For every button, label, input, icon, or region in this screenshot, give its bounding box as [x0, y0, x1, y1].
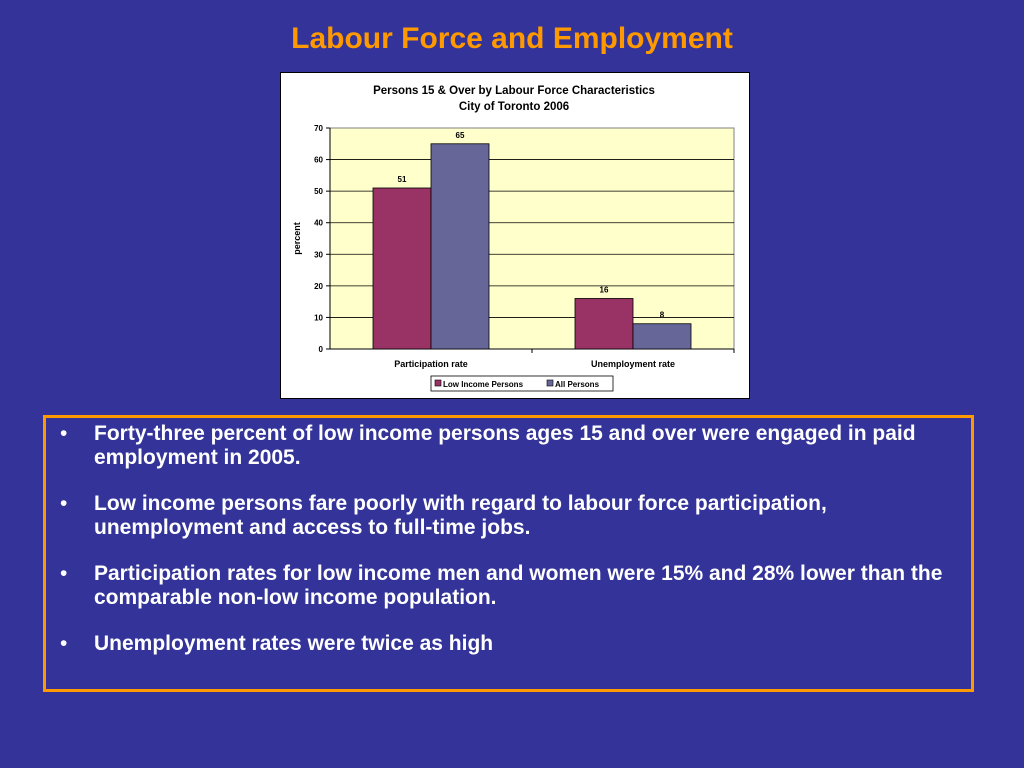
chart-container [280, 72, 750, 399]
y-axis-label: percent [292, 222, 302, 255]
data-label: 51 [397, 174, 407, 184]
y-tick-label: 40 [314, 218, 323, 228]
legend-swatch [547, 380, 553, 386]
y-tick-label: 20 [314, 281, 323, 291]
y-tick-label: 60 [314, 155, 323, 165]
y-tick-label: 30 [314, 250, 323, 260]
bar [633, 324, 691, 349]
chart-title: Persons 15 & Over by Labour Force Characteristics [373, 85, 655, 97]
data-label: 8 [659, 310, 665, 320]
x-tick-label: Participation rate [394, 359, 468, 369]
bullet-item: • Low income persons fare poorly with regard to labour force participation, unemployment and access to full-time jobs. [46, 492, 971, 540]
slide-title: Labour Force and Employment [291, 22, 733, 55]
bullet-item: • Forty-three percent of low income persons ages 15 and over were engaged in paid employment in 2005. [46, 422, 971, 470]
data-label: 65 [455, 130, 465, 140]
y-tick-label: 0 [318, 345, 323, 354]
bullet-list [46, 422, 971, 656]
bullet-item: • Participation rates for low income men and women were 15% and 28% lower than the comparable non-low income population. [46, 562, 971, 610]
bar [373, 188, 431, 349]
chart-subtitle: City of Toronto 2006 [458, 101, 570, 113]
data-label: 16 [599, 285, 609, 295]
bullet-box [43, 415, 974, 692]
legend-swatch [435, 380, 441, 386]
y-tick-label: 10 [314, 313, 323, 323]
bar [575, 298, 633, 349]
bar-chart [281, 73, 749, 398]
bar [431, 144, 489, 349]
y-tick-label: 50 [314, 187, 323, 197]
legend-label: Low Income Persons [443, 380, 524, 389]
bullet-item: • Unemployment rates were twice as high [46, 632, 971, 656]
y-tick-label: 70 [314, 124, 323, 133]
legend-label: All Persons [555, 380, 600, 389]
x-tick-label: Unemployment rate [590, 359, 676, 369]
